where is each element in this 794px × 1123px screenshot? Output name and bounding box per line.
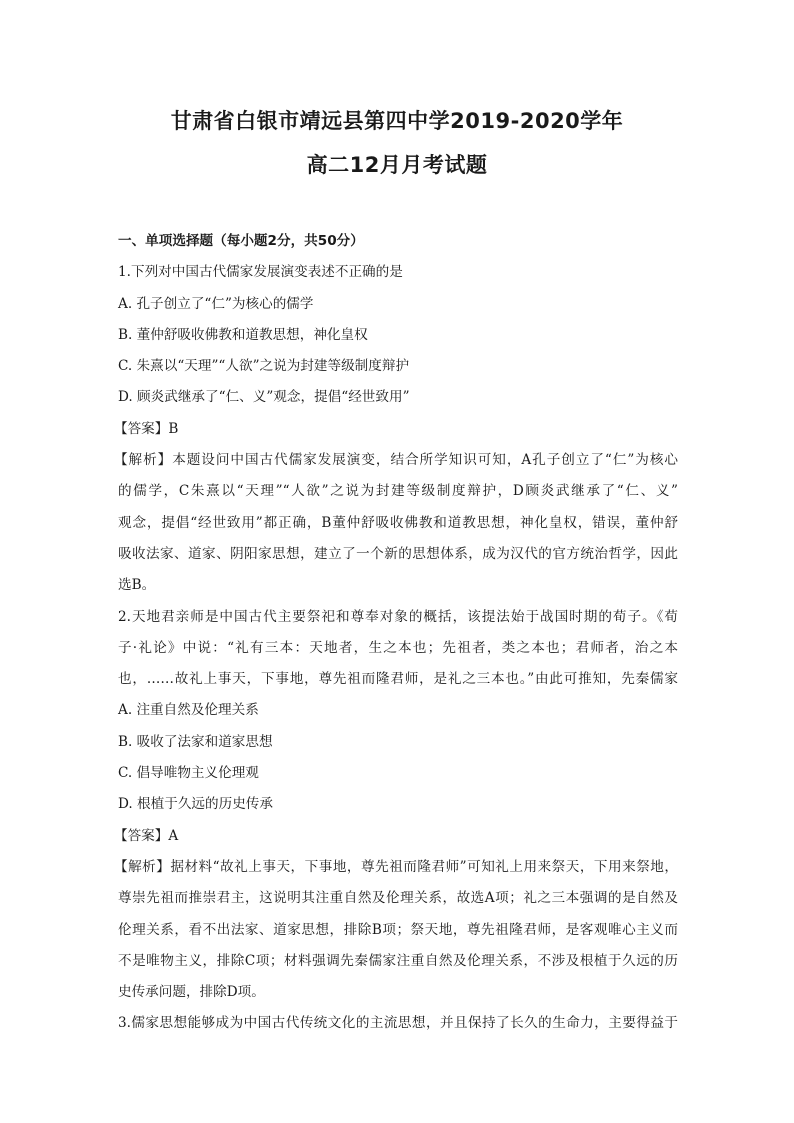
document-title-line2: 高二12月月考试题 — [306, 153, 488, 177]
question-2-stem-line: 2.天地君亲师是中国古代主要祭祀和尊奉对象的概括，该提法始于战国时期的荀子。《荀 — [118, 608, 678, 625]
document-title-line1: 甘肃省白银市靖远县第四中学2019-2020学年 — [170, 109, 624, 133]
question-2-analysis-line: 尊崇先祖而推崇君主，这说明其注重自然及伦理关系，故选A项；礼之三本强调的是自然及 — [118, 890, 678, 907]
question-1-option-c: C. 朱熹以“天理”“人欲”之说为封建等级制度辩护 — [118, 358, 410, 375]
question-2-option-a: A. 注重自然及伦理关系 — [118, 702, 259, 719]
question-2-option-c: C. 倡导唯物主义伦理观 — [118, 765, 259, 782]
question-1-option-d: D. 顾炎武继承了“仁、义”观念，提倡“经世致用” — [118, 389, 410, 406]
question-2-analysis-line: 伦理关系，看不出法家、道家思想，排除B项；祭天地，尊先祖隆君师，是客观唯心主义而 — [118, 921, 678, 938]
question-1-analysis-line: 【解析】本题设问中国古代儒家发展演变，结合所学知识可知，A孔子创立了“仁”为核心 — [114, 452, 678, 469]
question-2-option-d: D. 根植于久远的历史传承 — [118, 796, 273, 813]
question-1-analysis-line: 观念，提倡“经世致用”都正确，B董仲舒吸收佛教和道教思想，神化皇权，错误，董仲舒 — [118, 514, 678, 531]
question-1-stem: 1.下列对中国古代儒家发展演变表述不正确的是 — [118, 264, 403, 281]
question-1-answer: 【答案】B — [114, 420, 179, 437]
question-3-stem-line: 3.儒家思想能够成为中国古代传统文化的主流思想，并且保持了长久的生命力，主要得益于 — [118, 1015, 678, 1032]
question-2-analysis-line: 史传承问题，排除D项。 — [118, 984, 265, 1001]
question-1-analysis-line: 吸收法家、道家、阴阳家思想，建立了一个新的思想体系，成为汉代的官方统治哲学，因此 — [118, 545, 678, 562]
question-2-option-b: B. 吸收了法家和道家思想 — [118, 733, 273, 750]
question-1-analysis-line: 的儒学，C朱熹以“天理”“人欲”之说为封建等级制度辩护，D顾炎武继承了“仁、义” — [118, 483, 678, 500]
question-2-answer: 【答案】A — [114, 827, 179, 844]
section-heading: 一、单项选择题（每小题2分，共50分） — [118, 233, 364, 249]
question-1-analysis-line: 选B。 — [118, 577, 156, 594]
document-body — [114, 226, 678, 1040]
question-1-option-a: A. 孔子创立了“仁”为核心的儒学 — [118, 295, 314, 312]
question-1-option-b: B. 董仲舒吸收佛教和道教思想，神化皇权 — [118, 326, 368, 343]
question-2-analysis-line: 不是唯物主义，排除C项；材料强调先秦儒家注重自然及伦理关系，不涉及根植于久远的历 — [118, 952, 678, 969]
question-2-stem-line: 子·礼论》中说：“礼有三本：天地者，生之本也；先祖者，类之本也；君师者，治之本 — [118, 639, 678, 656]
question-2-stem-line: 也，……故礼上事天，下事地，尊先祖而隆君师，是礼之三本也。”由此可推知，先秦儒家 — [118, 671, 678, 688]
question-2-analysis-line: 【解析】据材料“故礼上事天，下事地，尊先祖而隆君师”可知礼上用来祭天，下用来祭地， — [114, 858, 678, 875]
